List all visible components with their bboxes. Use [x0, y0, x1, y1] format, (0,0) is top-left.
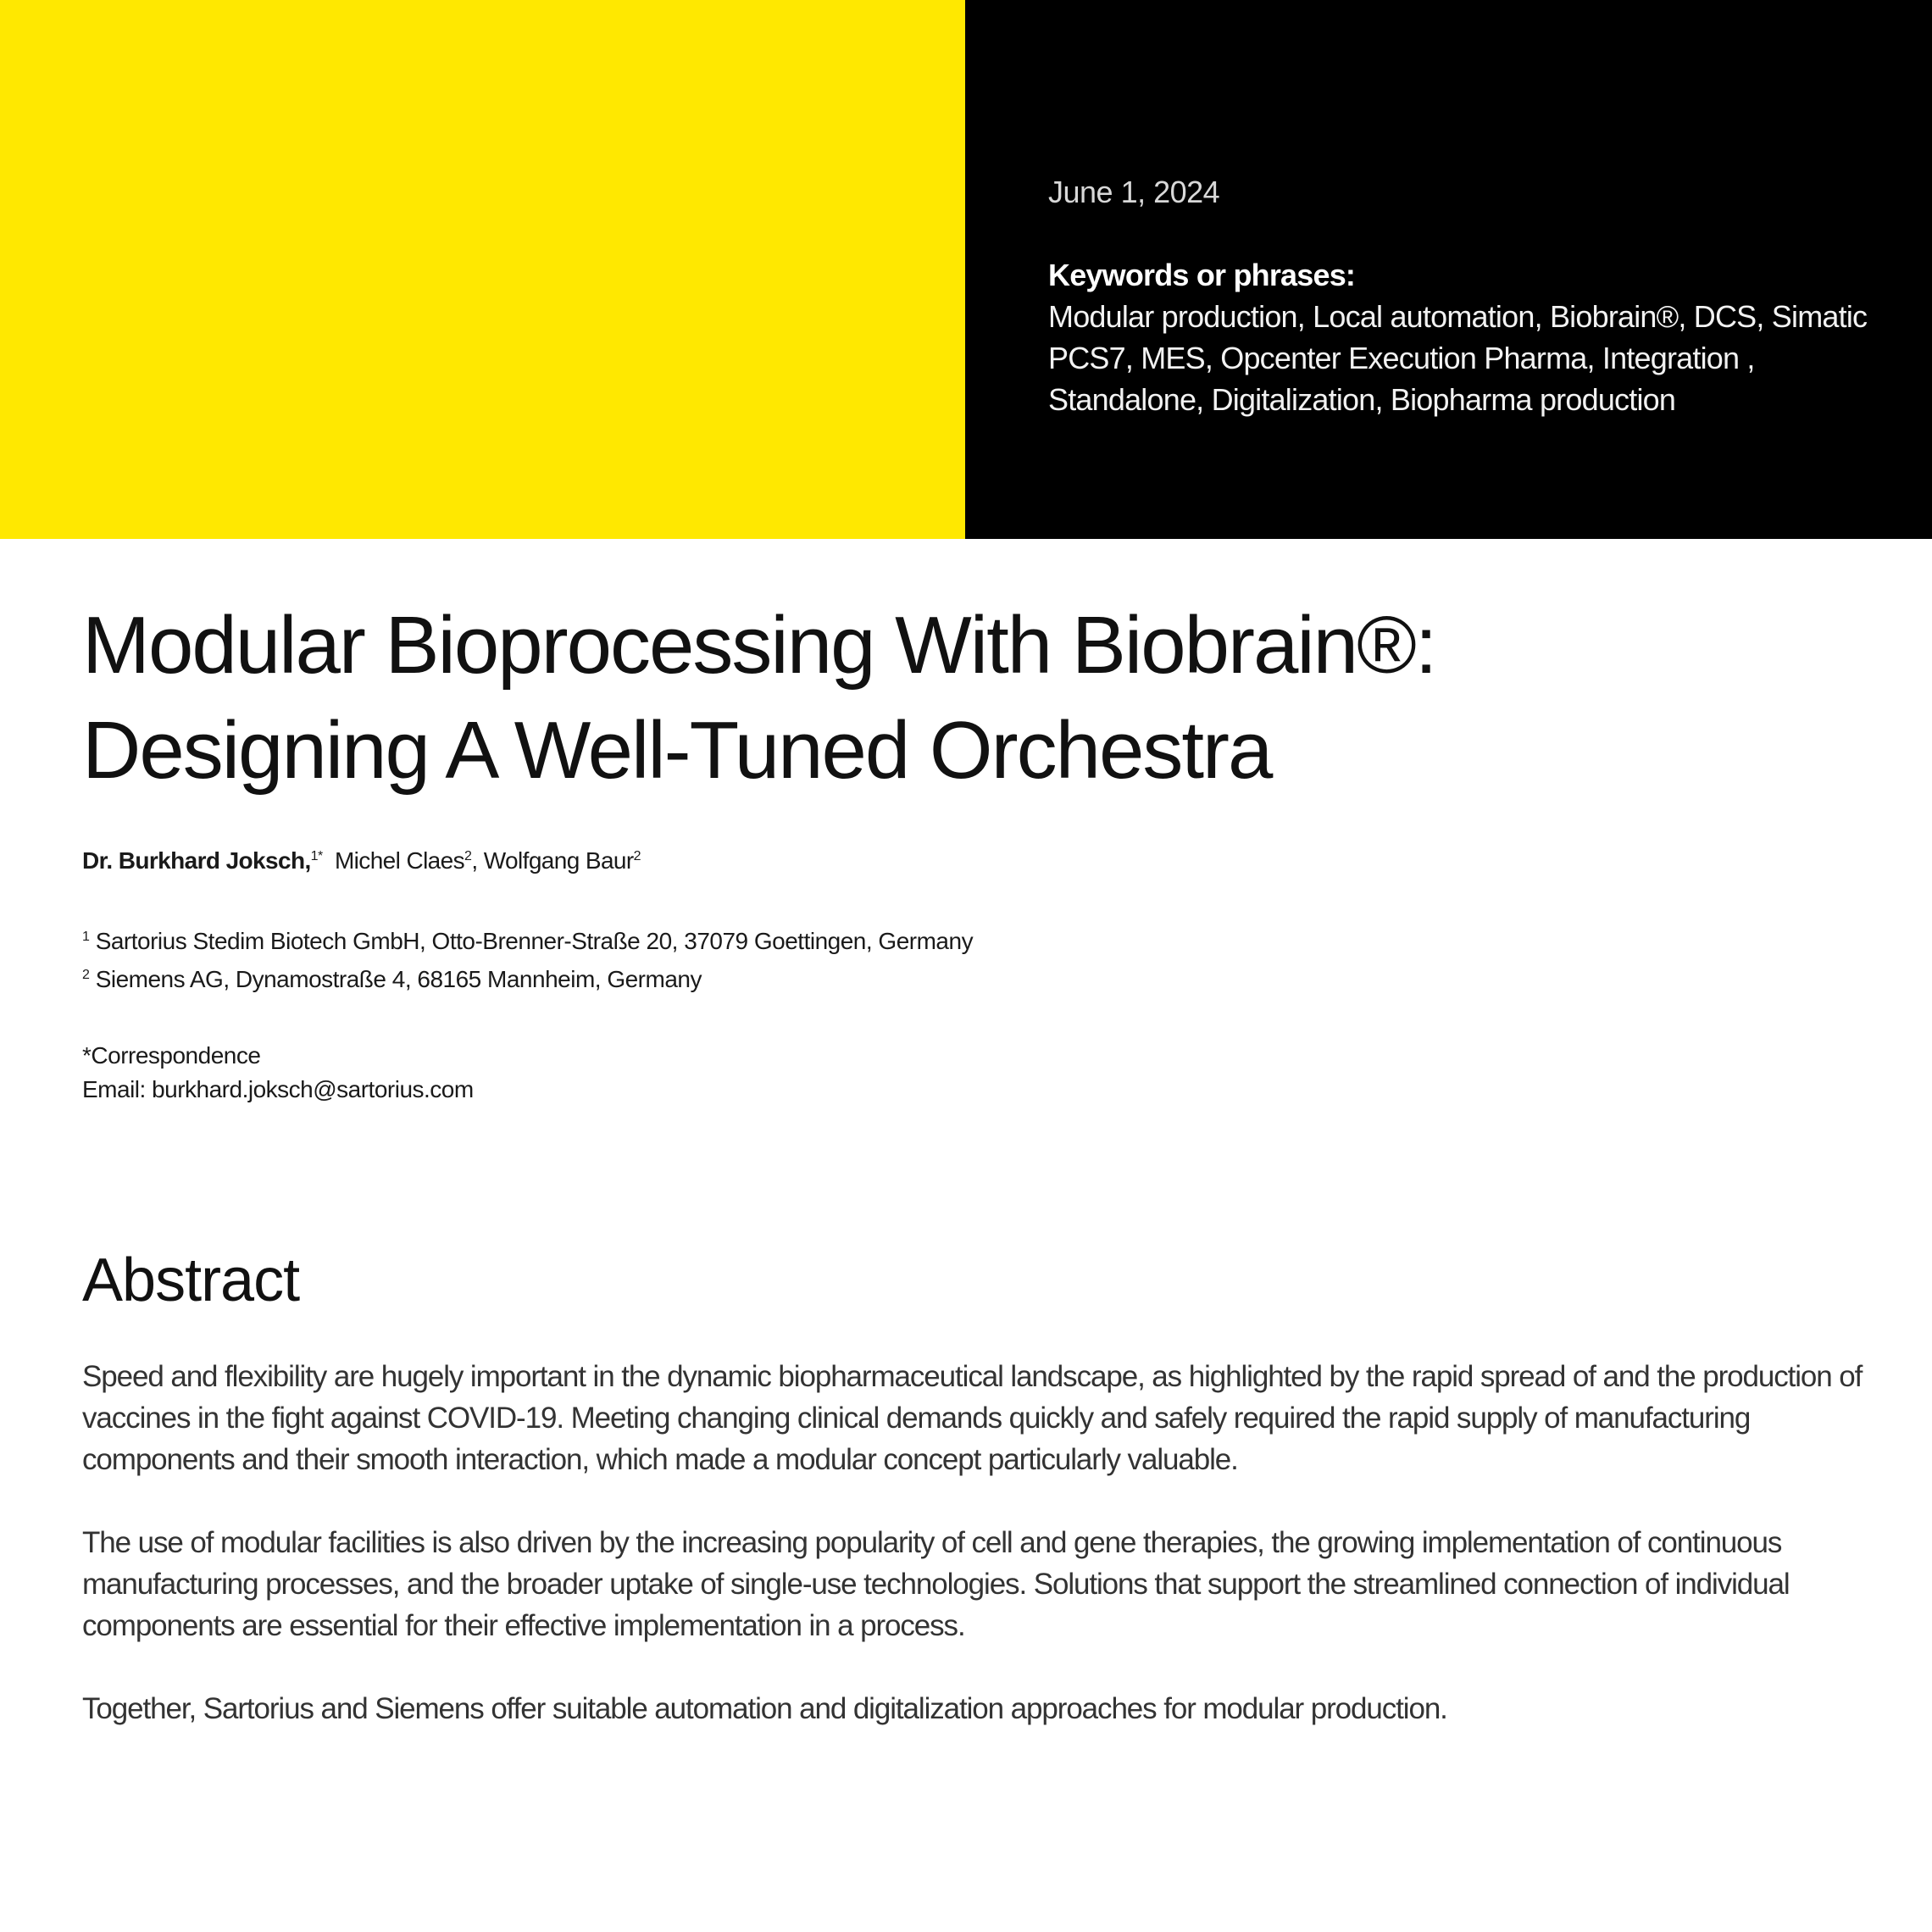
author-affil-mark: 2: [633, 849, 641, 863]
author-list: Dr. Burkhard Joksch,$^{1*}$ Michel Claes$^2$, Wolfgang Baur$^2$: [82, 847, 641, 874]
abstract-paragraph: Speed and flexibility are hugely important in the dynamic biopharmaceutical landscape, as highlighted by the rapid spread of and the production of vaccines in the fight against COVID-19. Meeting changing clinical demands quickly and safely required the rapid supply of manufacturing components and their smooth interaction, which made a modular concept particularly valuable.: [82, 1360, 1863, 1476]
author-name: Michel Claes: [334, 847, 465, 874]
meta-info: [1048, 175, 1896, 420]
author-name: Wolfgang Baur: [483, 847, 634, 874]
correspondence-label: *Correspondence: [82, 1042, 261, 1069]
correspondence-block: [82, 1039, 1879, 1107]
abstract-paragraph: Together, Sartorius and Siemens offer suitable automation and digitalization approaches for modular production.: [82, 1692, 1447, 1725]
abstract-body: [82, 1356, 1896, 1771]
author-affil-mark: 1*: [310, 849, 323, 863]
abstract-paragraph: The use of modular facilities is also driven by the increasing popularity of cell and gene therapies, the growing implementation of continuous manufacturing processes, and the broader uptake of single-use technologies. Solutions that support the streamlined connection of individual components are essential for their effective implementation in a process.: [82, 1526, 1790, 1642]
affiliation-item: $^1$ Sartorius Stedim Biotech GmbH, Otto-Brenner-Straße 20, 37079 Goettingen, Germany: [82, 928, 974, 954]
keywords-text: Modular production, Local automation, Biobrain®, DCS, Simatic PCS7, MES, Opcenter Execution Pharma, Integration , Standalone, Digitalization, Biopharma production: [1048, 299, 1868, 417]
header-banner: [0, 0, 1932, 539]
yellow-color-block: [0, 0, 965, 539]
correspondence-email[interactable]: Email: burkhard.joksch@sartorius.com: [82, 1076, 474, 1102]
abstract-heading: Abstract: [82, 1246, 300, 1314]
author-name: Dr. Burkhard Joksch,: [82, 847, 311, 874]
keywords-label: Keywords or phrases:: [1048, 258, 1356, 292]
affiliation-item: $^2$ Siemens AG, Dynamostraße 4, 68165 Mannheim, Germany: [82, 966, 702, 992]
affiliation-list: [82, 920, 1879, 997]
black-info-block: [965, 0, 1932, 539]
paper-header: [82, 593, 1879, 1107]
publication-date: June 1, 2024: [1048, 175, 1220, 209]
title-line-2: Designing A Well-Tuned Orchestra: [82, 705, 1272, 796]
author-affil-mark: 2: [464, 849, 472, 863]
paper-title: [82, 593, 1879, 803]
title-line-1: Modular Bioprocessing With Biobrain®:: [82, 600, 1436, 691]
